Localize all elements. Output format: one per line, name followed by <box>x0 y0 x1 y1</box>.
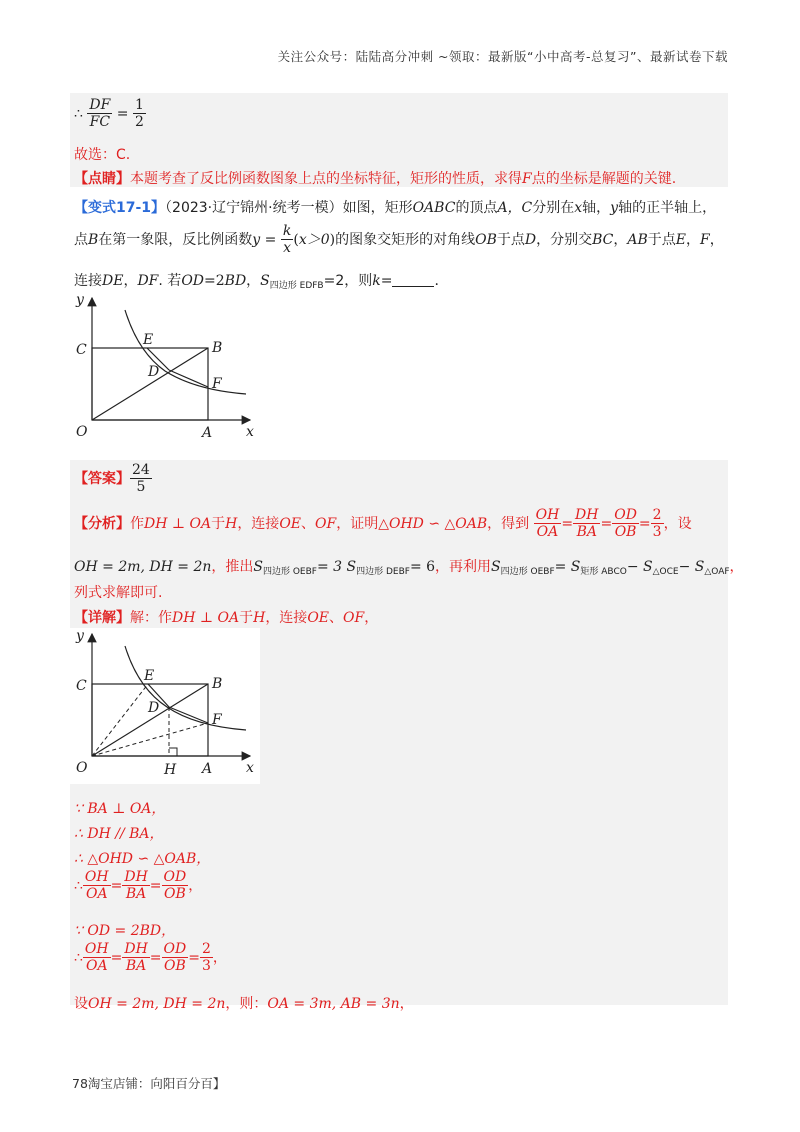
figure-2 <box>70 628 260 784</box>
diagonal-ob <box>92 348 208 420</box>
label-e: E <box>143 332 154 348</box>
label-f: F <box>212 712 222 728</box>
label-y: y <box>76 292 84 308</box>
step-6: ∴ $\frac{OH}{OA}$ = $\frac{DH}{BA}$ = $\frac{OD}{OB}$ = $\frac{2}{3}$ ， <box>74 941 227 974</box>
step-2: ∴ DH // BA， <box>74 826 164 842</box>
label-c: C <box>76 342 87 358</box>
label-a: A <box>202 761 213 777</box>
hyperbola-curve <box>125 310 246 394</box>
label-o: O <box>76 760 88 776</box>
diagonal-ob <box>92 684 208 756</box>
problem-line-2: 点B在第一象限，反比例函数y = $\frac{k}{x}$ (x＞0)的图象交矩形的对角线OB于点D，分别交BC，AB于点E，F， <box>74 223 724 256</box>
label-d: D <box>148 364 160 380</box>
analysis-line-1: 【分析】作DH ⊥ OA于H，连接OE、OF，证明△OHD ∽ △OAB，得到 $\frac{OH}{OA}$ = $\frac{DH}{BA}$ = $\frac{OD}{OB}$ = $\frac{2}{3}$ ，设 <box>74 507 692 540</box>
therefore-ratio: ∴ $\frac{DF}{FC}$ = $\frac{1}{2}$ <box>74 97 144 130</box>
label-x: x <box>246 760 254 776</box>
page-header: 关注公众号：陆陆高分冲刺 ~领取：最新版“小中高考-总复习”、最新试卷下载 <box>277 49 728 64</box>
step-7: 设OH = 2m, DH = 2n，则：OA = 3m, AB = 3n， <box>74 996 414 1012</box>
answer-line: 【答案】 $\frac{24}{5}$ <box>74 462 150 495</box>
problem-line-3: 连接DE，DF. 若OD=2BD，$S_{四边形 EDFB}=2$，则k= . <box>74 273 439 291</box>
label-b: B <box>212 676 223 692</box>
figure-1 <box>70 290 270 450</box>
label-o: O <box>76 424 88 440</box>
step-5: ∵ OD = 2BD， <box>74 923 176 939</box>
segment-df <box>169 370 208 387</box>
problem-line-1: 【变式17-1】（2023·辽宁锦州·统考一模）如图，矩形OABC的顶点A，C分别在x轴，y轴的正半轴上， <box>74 200 717 216</box>
label-a: A <box>202 425 213 441</box>
label-x: x <box>246 424 254 440</box>
page-footer: 78淘宝店铺：向阳百分百】 <box>72 1076 226 1091</box>
step-3: ∴ △OHD ∽ △OAB， <box>74 851 211 867</box>
label-e: E <box>144 668 155 684</box>
label-h: H <box>164 762 177 778</box>
analysis-line-3: 列式求解即可. <box>74 585 163 601</box>
label-d: D <box>148 700 160 716</box>
right-angle-mark <box>169 748 177 756</box>
segment-df <box>169 707 208 723</box>
dashed-oe <box>92 684 148 756</box>
analysis-line-2: OH = 2m, DH = 2n，推出$S_{四边形 OEBF}= 3$ $S_{四边形 DEBF}= 6$，再利用$S_{四边形 OEBF}= S_{矩形 ABCO}- S_{\triangle OCE}- S_{\triangle OAF}$， <box>74 559 744 577</box>
step-1: ∵ BA ⊥ OA， <box>74 801 166 817</box>
dashed-of <box>92 723 208 756</box>
comment-line: 【点睛】本题考查了反比例函数图象上点的坐标特征，矩形的性质，求得F点的坐标是解题的关键. <box>74 171 677 187</box>
label-c: C <box>76 678 87 694</box>
hyperbola-curve <box>125 646 246 730</box>
choose-answer: 故选：C. <box>74 147 131 163</box>
label-b: B <box>212 340 223 356</box>
label-y: y <box>76 628 84 644</box>
step-4: ∴ $\frac{OH}{OA}$ = $\frac{DH}{BA}$ = $\frac{OD}{OB}$ ， <box>74 869 203 902</box>
label-f: F <box>212 376 222 392</box>
detail-line: 【详解】解：作DH ⊥ OA于H，连接OE、OF， <box>74 610 379 626</box>
answer-blank <box>392 274 434 287</box>
